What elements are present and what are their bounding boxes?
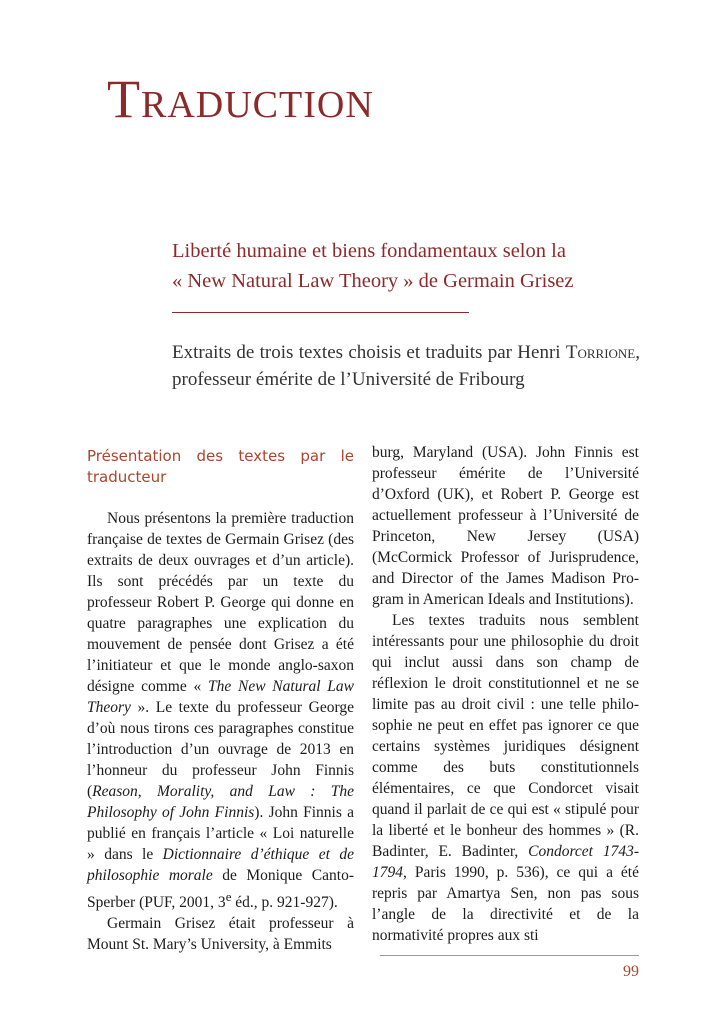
left-paragraph-2: Germain Grisez était professeur à Mount St. Mary’s University, à Emmits: [87, 915, 354, 954]
text-run: Nous présentons la première traduction française de textes de Germain Grisez (des extraits de deux ouvrages et d’un article). Ils sont précédés par un texte du professeur Robert P. George qui donne en quatre paragraphes une explication du mouvement de pensée dont Grisez a été l’initiateur et que le monde anglo-saxon désigne comme «: [87, 510, 354, 695]
article-title-line-1: Liberté humaine et biens fondamentaux selon la: [172, 240, 566, 262]
left-paragraph-1: [87, 508, 354, 913]
subtitle-text-1: Extraits de trois textes choisis et traduits par Henri: [172, 342, 566, 363]
book-title-emphasis: Condorcet 1743-1794: [372, 843, 639, 881]
text-run: Les textes traduits nous semblent intéressants pour une philosophie du droit qui inclut aussi dans son champ de réflexion le droit constitutionnel et ne se limite pas au droit civil : une telle philosophie ne peut en effet pas ignorer ce que certains systèmes juridiques désignent comme des buts constitutionnels élémentaires, ce que Condorcet visait quand il parlait de ce qui est « stipulé pour la liberté et le bonheur des hommes » (R. Badinter, E. Badinter,: [372, 612, 639, 860]
article-title-line-2: « New Natural Law Theory » de Germain Grisez: [172, 270, 574, 292]
column-heading: Présentation des textes par le traducteur: [87, 447, 354, 486]
text-run: de Monique Canto-Sperber (PUF, 2001, 3: [87, 867, 354, 912]
section-title: Traduction: [107, 69, 374, 129]
right-paragraph-2: [372, 610, 639, 946]
text-run: éd., p. 921-927).: [231, 894, 338, 912]
right-paragraph-1: burg, Maryland (USA). John Finnis est professeur émérite de l’Université d’Oxford (UK), et Robert P. George est actuellement professeur à l’Université de Princeton, New Jersey (USA) (McCormick Professor of Jurisprudence, and Director of the James Madison Program in American Ideals and Institutions).: [372, 444, 639, 608]
article-subtitle: [172, 339, 640, 393]
text-run: ). John Finnis a publié en français l’article « Loi naturelle » dans le: [87, 804, 355, 863]
title-divider: [172, 312, 469, 313]
translator-name: Torrione: [565, 342, 636, 363]
book-title-emphasis: Dictionnaire d’éthique et de philosophie morale: [87, 846, 354, 884]
right-column: [372, 442, 639, 946]
footer-divider: [380, 955, 639, 956]
book-title-emphasis: Reason, Morality, and Law : The Philosophy of John Finnis: [87, 783, 354, 821]
book-title-emphasis: The New Natural Law Theory: [87, 678, 354, 716]
left-column: [87, 446, 354, 955]
article-title: [172, 236, 644, 296]
text-run: , Paris 1990, p. 536), ce qui a été repris par Amartya Sen, non pas sous l’angle de la directivité et de la normativité propres aux sti: [372, 864, 639, 944]
page-number: 99: [623, 963, 639, 980]
subtitle-text-2: , professeur émérite de l’Université de Fribourg: [172, 342, 640, 390]
superscript: e: [225, 889, 232, 904]
text-run: ». Le texte du professeur George d’où nous tirons ces paragraphes constitue l’introduction d’un ouvrage de 2013 en l’honneur du professeur John Finnis (: [87, 699, 354, 800]
